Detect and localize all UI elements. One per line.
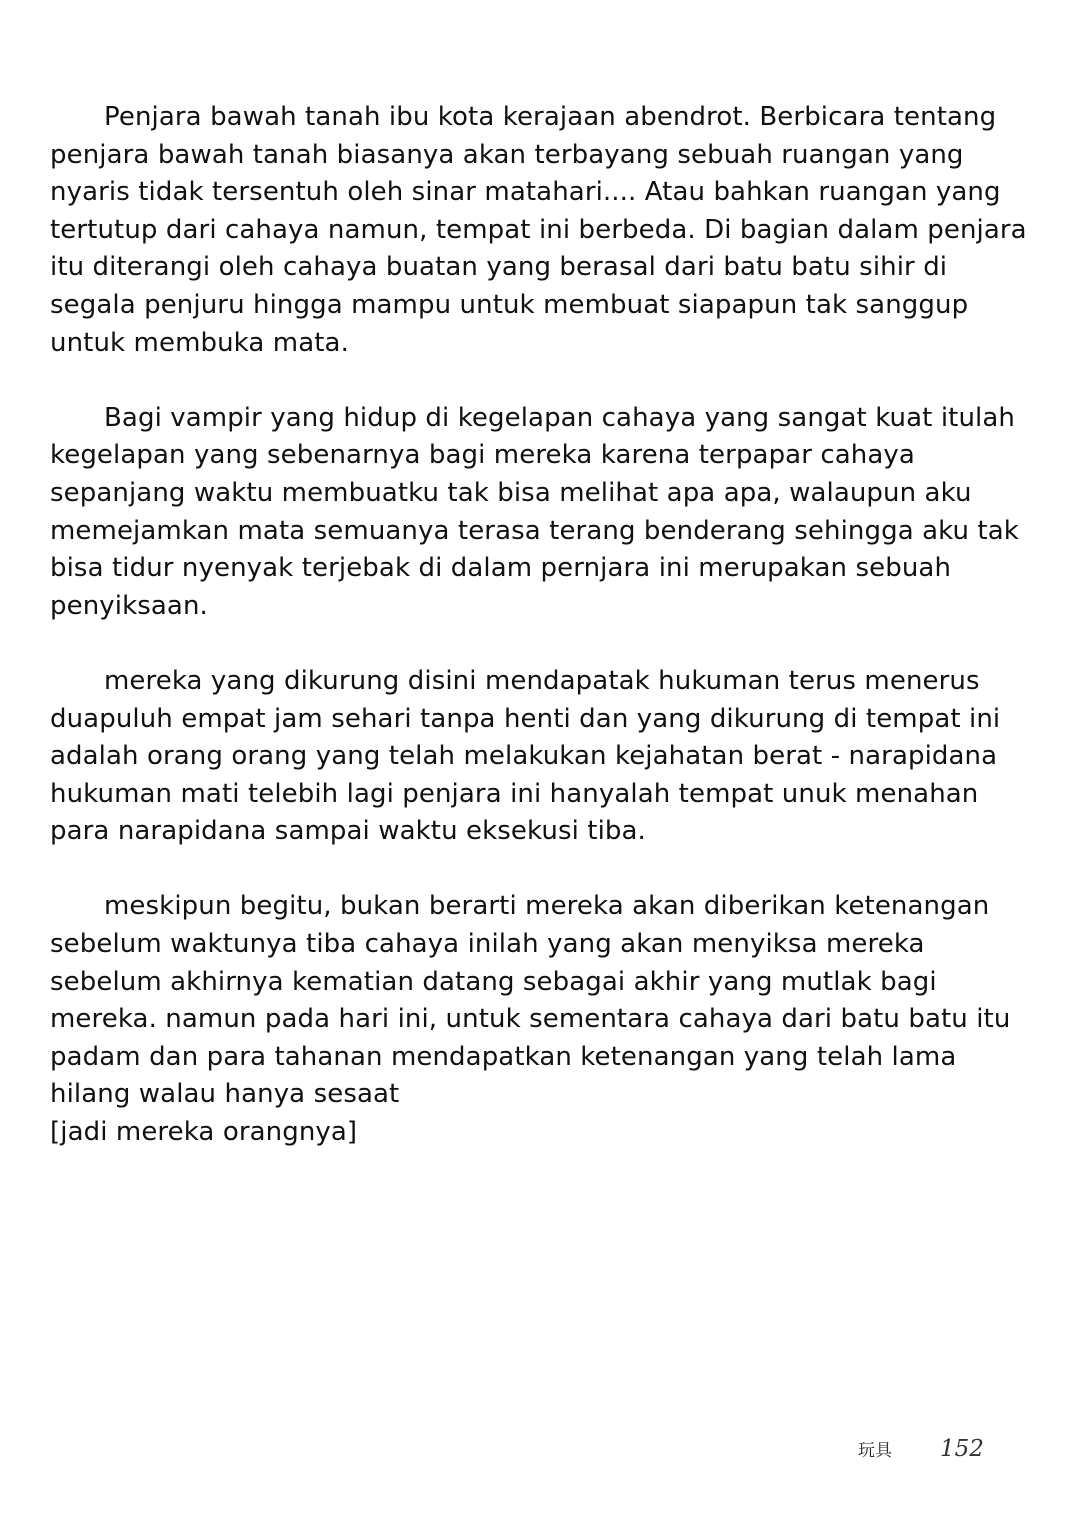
book-title: 玩具 — [858, 1441, 892, 1461]
paragraph-1: Penjara bawah tanah ibu kota kerajaan abendrot. Berbicara tentang penjara bawah tanah biasanya akan terbayang sebuah ruangan yang nyaris tidak tersentuh oleh sinar matahari.... Atau bahkan ruangan yang tertutup dari cahaya namun, tempat ini berbeda. Di bagian dalam penjara itu diterangi oleh cahaya buatan yang berasal dari batu batu sihir di segala penjuru hingga mampu untuk membuat siapapun tak sanggup untuk membuka mata. — [50, 102, 1027, 358]
paragraph-3: mereka yang dikurung disini mendapatak hukuman terus menerus duapuluh empat jam sehari tanpa henti dan yang dikurung di tempat ini adalah orang orang yang telah melakukan kejahatan berat - narapidana hukuman mati telebih lagi penjara ini hanyalah tempat unuk menahan para narapidana sampai waktu eksekusi tiba. — [50, 665, 1001, 847]
paragraph-2: Bagi vampir yang hidup di kegelapan cahaya yang sangat kuat itulah kegelapan yang sebenarnya bagi mereka karena terpapar cahaya sepanjang waktu membuatku tak bisa melihat apa apa, walaupun aku memejamkan mata semuanya terasa terang benderang sehingga aku tak bisa tidur nyenyak terjebak di dalam pernjara ini merupakan sebuah penyiksaan. — [50, 402, 1019, 621]
page-body — [50, 99, 1035, 1152]
paragraph-4: meskipun begitu, bukan berarti mereka akan diberikan ketenangan sebelum waktunya tiba cahaya inilah yang akan menyiksa mereka sebelum akhirnya kematian datang sebagai akhir yang mutlak bagi mereka. namun pada hari ini, untuk sementara cahaya dari batu batu itu padam dan para tahanan mendapatkan ketenangan yang telah lama hilang walau hanya sesaat — [50, 891, 1011, 1110]
page-footer — [858, 1436, 998, 1472]
page-number: 152 — [940, 1436, 984, 1462]
dialogue-line: [jadi mereka orangnya] — [50, 1117, 358, 1148]
